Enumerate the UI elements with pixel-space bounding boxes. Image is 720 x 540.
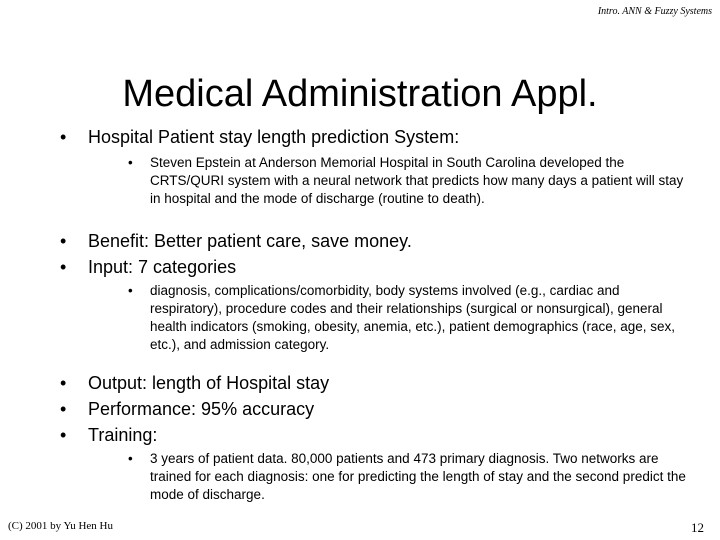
sub-bullet-glyph: • [128, 451, 133, 466]
sub-bullet-text: 3 years of patient data. 80,000 patients and 473 primary diagnosis. Two networks are trained for each diagnosis: one for predicting the length of stay and the second predict the mode of discharge. [150, 451, 686, 502]
bullet-glyph: • [60, 257, 67, 277]
sub-bullet-glyph: • [128, 283, 133, 298]
sub-bullet-glyph: • [128, 155, 133, 170]
sub-bullet-text: Steven Epstein at Anderson Memorial Hospital in South Carolina developed the CRTS/QURI system with a neural network that predicts how many days a patient will stay in hospital and the mode of discharge (routine to death). [150, 155, 684, 206]
bullet-text: Hospital Patient stay length prediction System: [88, 127, 460, 147]
bullet-item [60, 396, 700, 422]
bullet-glyph: • [60, 425, 67, 445]
sub-bullet-text: diagnosis, complications/comorbidity, body systems involved (e.g., cardiac and respiratory), procedure codes and their relationships (surgical or nonsurgical), general health indicators (smoking, obesity, anemia, etc.), patient demographics (race, age, sex, etc.), and admission category. [150, 283, 676, 352]
header-note: Intro. ANN & Fuzzy Systems [597, 6, 712, 17]
bullet-text: Output: length of Hospital stay [88, 373, 330, 393]
bullet-text: Training: [88, 425, 158, 445]
bullet-item [60, 422, 700, 448]
slide-title: Medical Administration Appl. [122, 73, 598, 115]
bullet-glyph: • [60, 373, 67, 393]
footer-copyright: (C) 2001 by Yu Hen Hu [8, 520, 113, 532]
bullet-item [60, 370, 700, 396]
sub-bullet-item [128, 282, 688, 354]
bullet-text: Input: 7 categories [88, 257, 237, 277]
bullet-glyph: • [60, 399, 67, 419]
bullet-item [60, 254, 700, 280]
bullet-item [60, 124, 700, 150]
bullet-text: Performance: 95% accuracy [88, 399, 315, 419]
bullet-glyph: • [60, 127, 67, 147]
sub-bullet-item [128, 154, 688, 208]
bullet-item [60, 228, 700, 254]
page-number: 12 [691, 520, 704, 535]
bullet-text: Benefit: Better patient care, save money. [88, 231, 412, 251]
bullet-glyph: • [60, 231, 67, 251]
sub-bullet-item [128, 450, 688, 504]
